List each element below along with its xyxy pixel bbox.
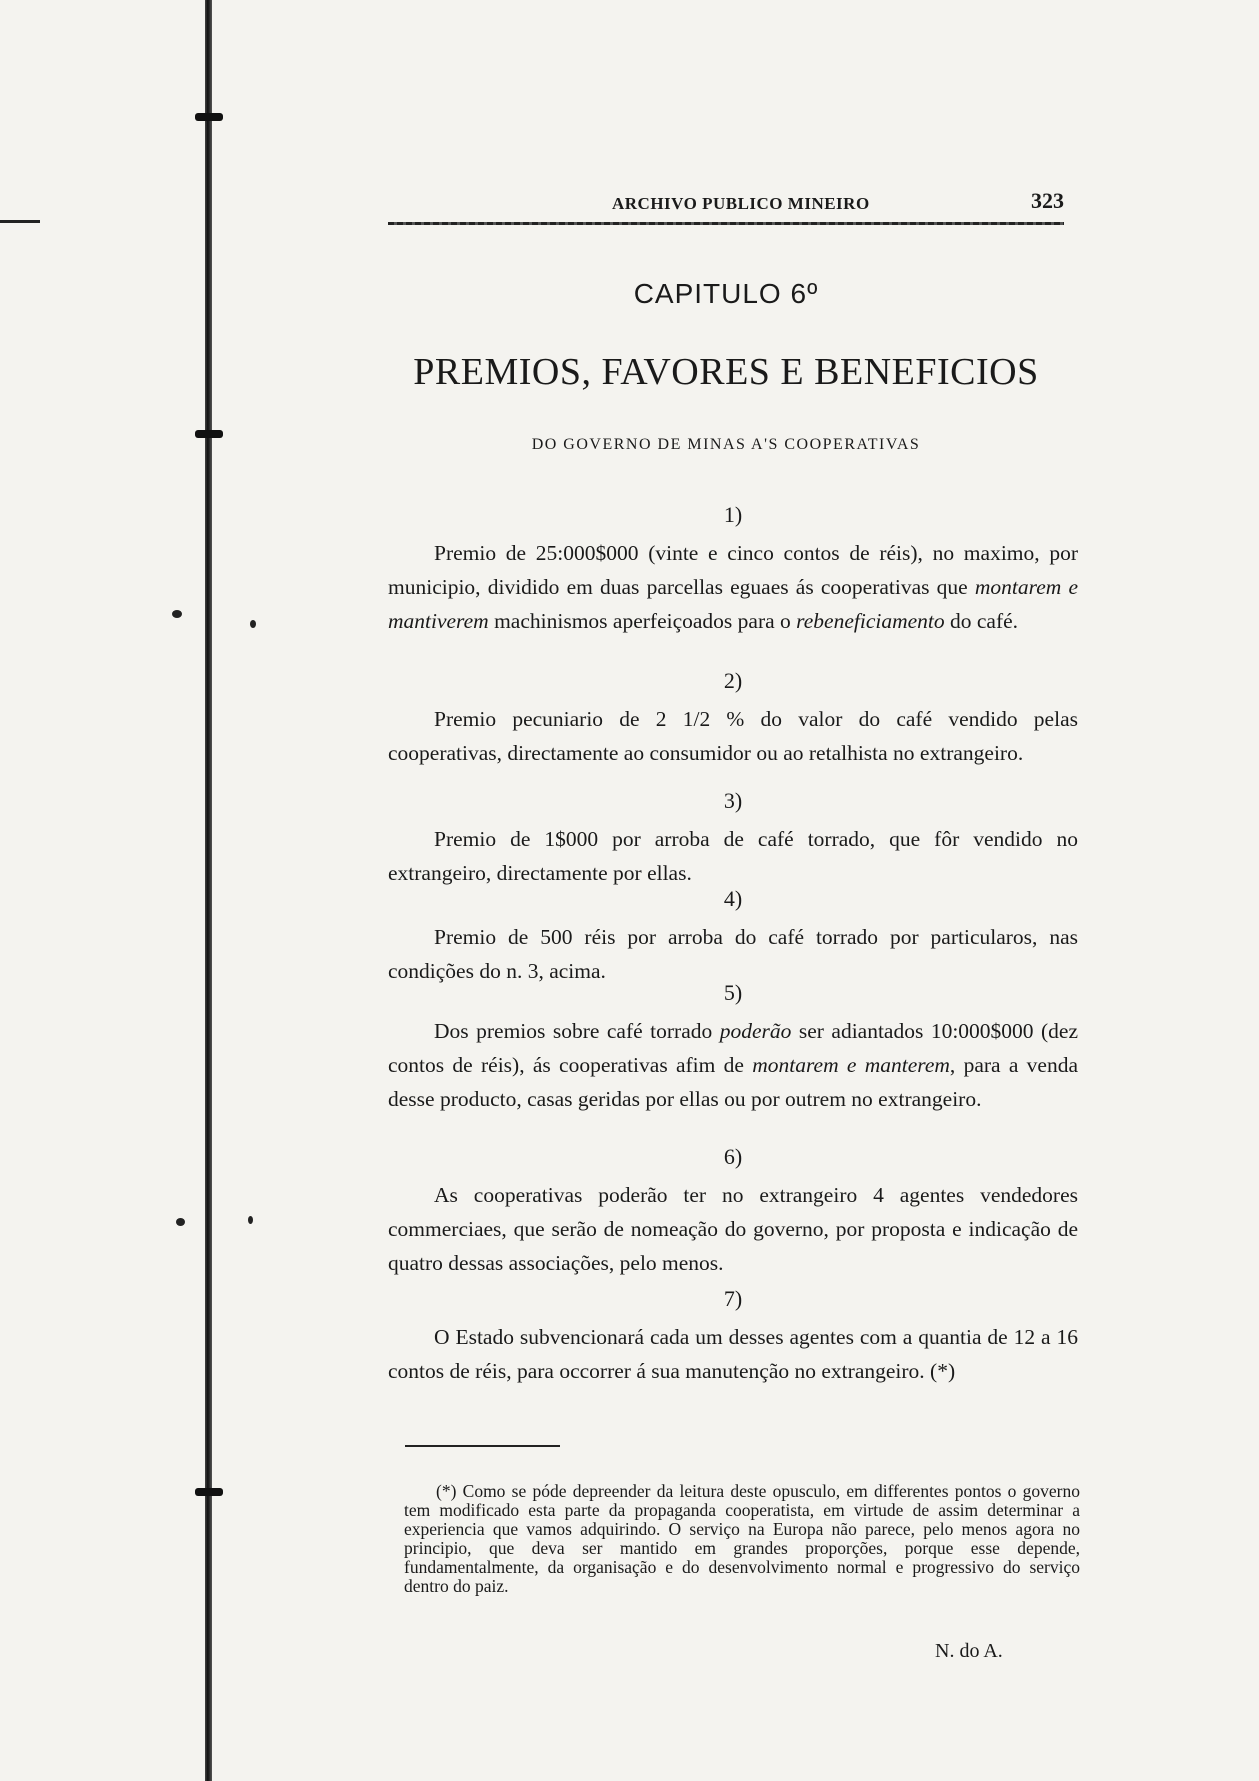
section-text: Premio de 25:000$000 (vinte e cinco contos de réis), no maximo, por municipio, dividido em duas parcellas eguaes ás cooperativas que montarem e mantiverem machinismos aperfeiçoados para o rebeneficiamento do café. <box>388 541 1078 633</box>
page-title: PREMIOS, FAVORES E BENEFICIOS <box>413 351 1039 393</box>
section-2 <box>388 668 1078 770</box>
section-number: 2) <box>723 668 743 693</box>
ink-speck <box>172 610 182 618</box>
binding-thread <box>195 113 223 121</box>
section-7 <box>388 1286 1078 1388</box>
page-number: 323 <box>1031 188 1064 213</box>
binding-thread <box>195 1488 223 1496</box>
section-3 <box>388 788 1078 890</box>
section-number: 3) <box>723 788 743 813</box>
section-text: Premio de 500 réis por arroba do café torrado por particularos, nas condições do n. 3, acima. <box>388 925 1078 983</box>
section-4 <box>388 886 1078 988</box>
book-binding-edge <box>205 0 212 1781</box>
ink-speck <box>176 1218 185 1226</box>
footnote-signature: N. do A. <box>935 1640 1003 1662</box>
footnote-rule <box>405 1445 560 1447</box>
section-number: 1) <box>723 502 743 527</box>
page-subtitle: DO GOVERNO DE MINAS A'S COOPERATIVAS <box>531 436 921 453</box>
running-header <box>388 188 1064 228</box>
section-number: 6) <box>723 1144 743 1169</box>
ink-speck <box>250 620 256 628</box>
section-number: 4) <box>723 886 743 911</box>
section-text: Dos premios sobre café torrado poderão ser adiantados 10:000$000 (dez contos de réis), ás cooperativas afim de montarem e manterem, para a venda desse producto, casas geridas por ellas ou por outrem no extrangeiro. <box>388 1019 1079 1111</box>
chapter-heading: CAPITULO 6º <box>633 278 819 309</box>
section-1 <box>388 502 1078 638</box>
binding-thread <box>195 430 223 438</box>
running-header-title: ARCHIVO PUBLICO MINEIRO <box>612 194 870 213</box>
section-text: O Estado subvencionará cada um desses agentes com a quantia de 12 a 16 contos de réis, para occorrer á sua manutenção no extrangeiro. (*) <box>388 1325 1078 1383</box>
section-text: Premio de 1$000 por arroba de café torrado, que fôr vendido no extrangeiro, directamente por ellas. <box>388 827 1078 885</box>
page-edge-mark <box>0 220 40 223</box>
section-text: Premio pecuniario de 2 1/2 % do valor do café vendido pelas cooperativas, directamente ao consumidor ou ao retalhista no extrangeiro. <box>388 707 1078 765</box>
section-5 <box>388 980 1078 1116</box>
section-text: As cooperativas poderão ter no extrangeiro 4 agentes vendedores commerciaes, que serão de nomeação do governo, por proposta e indicação de quatro dessas associações, pelo menos. <box>388 1183 1078 1275</box>
section-number: 5) <box>723 980 743 1005</box>
footnote-text: (*) Como se póde depreender da leitura deste opusculo, em differentes pontos o governo tem modificado esta parte da propaganda cooperatista, em virtude de assim determinar a experiencia que vamos adquirindo. O serviço na Europa não parece, pelo menos agora no principio, que deva ser mantido em grandes proporções, porque esse depende, fundamentalmente, da organisação e do desenvolvimento normal e progressivo do serviço dentro do paiz. <box>404 1481 1080 1596</box>
ink-speck <box>248 1216 253 1224</box>
section-number: 7) <box>723 1286 743 1311</box>
header-rule <box>388 222 1064 225</box>
section-6 <box>388 1144 1078 1280</box>
